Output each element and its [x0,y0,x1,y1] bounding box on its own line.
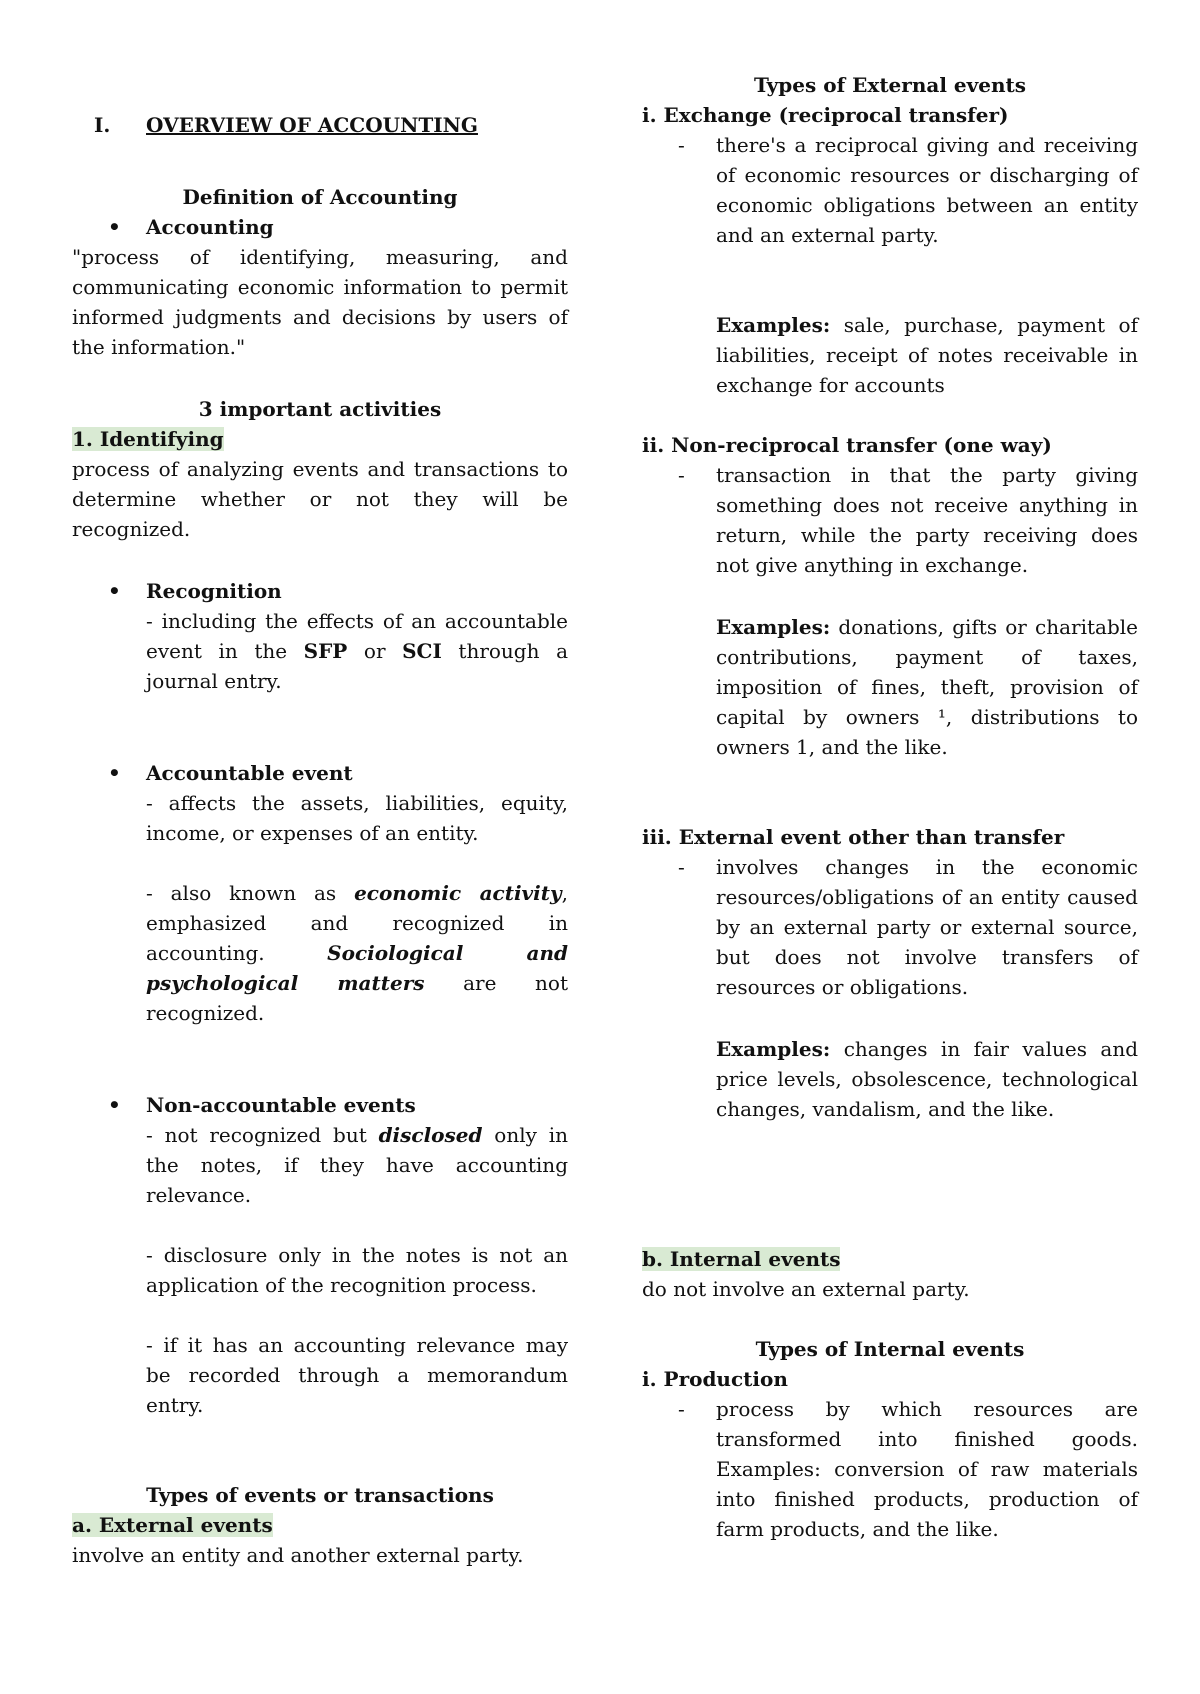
recognition-text-or: or [347,639,403,663]
nonreciprocal-label: ii. Non-reciprocal transfer (one way) [642,433,1052,457]
dash-icon: - [678,855,685,879]
exchange-text: there's a reciprocal giving and receiving of economic resources or discharging of economic obligations between an entity and an external party. [716,133,1138,247]
section-number: I. [94,113,111,137]
exchange-label: i. Exchange (reciprocal transfer) [642,103,1009,127]
internal-events-text: do not involve an external party. [642,1277,970,1301]
accountable-text-1: - affects the assets, liabilities, equity, income, or expenses of an entity. [146,791,568,845]
accounting-label: Accounting [146,215,274,239]
accountable-text-2 [146,878,568,1028]
production-item [642,1394,1138,1544]
external-events-text: involve an entity and another external party. [72,1543,524,1567]
accountable-text-2e: are not recognized. [146,971,568,1025]
production-text: process by which resources are transformed into finished goods. Examples: conversion of raw materials into finished products, production of farm products, and the like. [716,1397,1138,1541]
bullet-icon: • [108,761,121,785]
external-events-label: a. External events [72,1513,273,1537]
identifying-label: 1. Identifying [72,427,224,451]
economic-activity-term: economic activity [354,881,562,905]
exchange-examples-text: sale, purchase, payment of liabilities, receipt of notes receivable in exchange for accounts [716,313,1138,397]
nonreciprocal-text: transaction in that the party giving something does not receive anything in return, while the party receiving does not give anything in exchange. [716,463,1138,577]
bullet-icon: • [108,1093,121,1117]
disclosed-term: disclosed [378,1123,483,1147]
definition-title: Definition of Accounting [182,185,458,209]
production-label: i. Production [642,1367,788,1391]
examples-label: Examples: [716,615,831,639]
accountable-text-2a: - also known as [146,881,355,905]
recognition-label: Recognition [146,579,282,603]
nonaccountable-text-2: - disclosure only in the notes is not an application of the recognition process. [146,1243,568,1297]
identifying-heading [72,424,224,454]
dash-icon: - [678,133,685,157]
sociological-term: Sociological and psychological matters [146,941,568,995]
internal-events-heading [642,1244,840,1274]
bullet-icon: • [108,215,121,239]
nonaccountable-text-1 [146,1120,568,1210]
accountable-label: Accountable event [146,761,353,785]
dash-icon: - [678,1397,685,1421]
other-event-text: involves changes in the economic resources/obligations of an entity caused by an external party or external source, but does not involve transfers of resources or obligations. [716,855,1138,999]
exchange-examples [716,310,1138,400]
recognition-text-a: - including the effects of an accountable event in the [146,609,568,663]
internal-events-label: b. Internal events [642,1247,841,1271]
nonreciprocal-examples [716,612,1138,762]
other-event-examples [716,1034,1138,1124]
other-event-label: iii. External event other than transfer [642,825,1065,849]
recognition-text [146,606,568,696]
nonaccountable-label: Non-accountable events [146,1093,416,1117]
activities-title: 3 important activities [198,397,442,421]
nonreciprocal-item [642,460,1138,580]
nonaccountable-text-3: - if it has an accounting relevance may be recorded through a memorandum entry. [146,1333,568,1417]
types-external-title: Types of External events [754,73,1026,97]
types-internal-title: Types of Internal events [755,1337,1025,1361]
accountable-text-2c: , emphasized and recognized in accounting. [146,881,568,965]
other-event-item [642,852,1138,1002]
accounting-definition: "process of identifying, measuring, and communicating economic information to permit informed judgments and decisions by users of the information." [72,245,568,359]
types-of-events-title: Types of events or transactions [146,1483,494,1507]
other-event-examples-text: changes in fair values and price levels, obsolescence, technological changes, vandalism, and the like. [716,1037,1138,1121]
examples-label: Examples: [716,1037,831,1061]
examples-label: Examples: [716,313,831,337]
recognition-text-b: through a journal entry. [146,639,568,693]
exchange-item [642,130,1138,250]
sfp-term: SFP [303,639,348,663]
identifying-text: process of analyzing events and transactions to determine whether or not they will be recognized. [72,457,568,541]
external-events-heading [72,1510,273,1540]
section-title: OVERVIEW OF ACCOUNTING [146,113,478,137]
nonreciprocal-examples-text: donations, gifts or charitable contributions, payment of taxes, imposition of fines, theft, provision of capital by owners ¹, distributions to owners 1, and the like. [716,615,1138,759]
nonaccountable-text-1a: - not recognized but [146,1123,379,1147]
bullet-icon: • [108,579,121,603]
sci-term: SCI [402,639,442,663]
dash-icon: - [678,463,685,487]
nonaccountable-text-1c: only in the notes, if they have accounting relevance. [146,1123,569,1207]
